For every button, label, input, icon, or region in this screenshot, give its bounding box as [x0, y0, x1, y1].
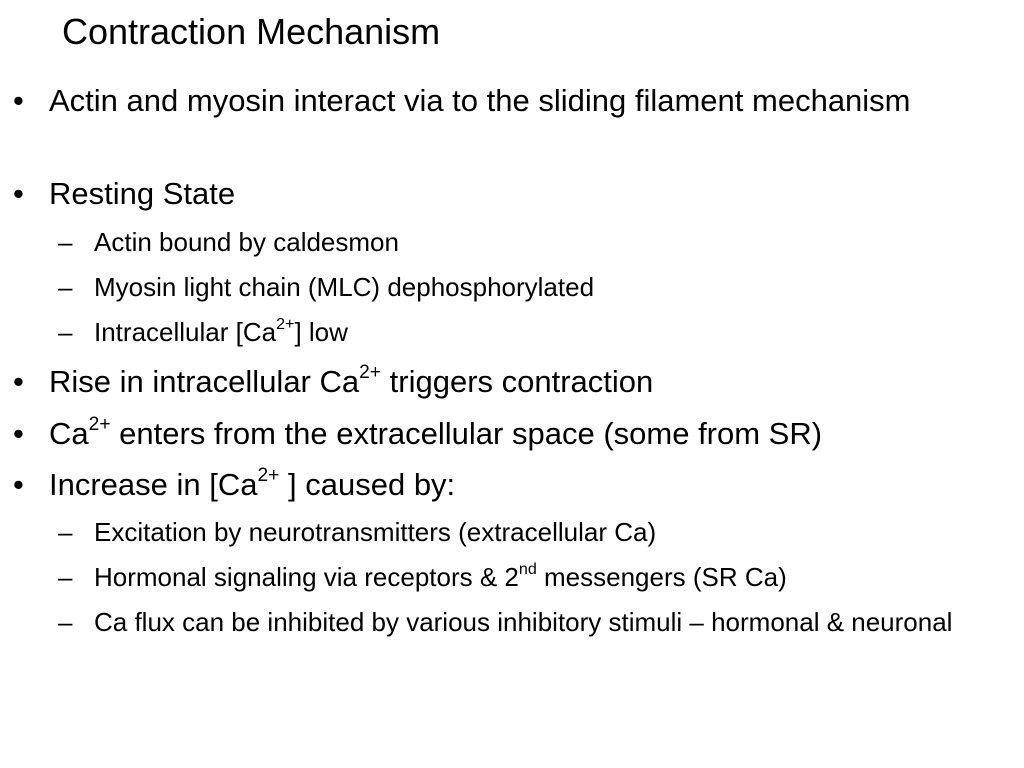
superscript: 2+	[88, 414, 111, 436]
sub-bullet-item	[58, 514, 1004, 550]
superscript: 2+	[359, 362, 382, 384]
sub-bullet-text: Actin bound by caldesmon	[94, 227, 399, 257]
bullet-text: Rise in intracellular $Ca^{2+}$ triggers contraction	[49, 362, 654, 399]
slide-title: Contraction Mechanism	[62, 11, 441, 52]
sub-bullet-marker: –	[58, 227, 73, 257]
bullet-text: Resting State	[49, 176, 236, 211]
sub-bullet-item	[58, 559, 1004, 595]
bullet-item	[13, 464, 989, 506]
bullet-text: $Ca^{2+}$ enters from the extracellular space (some from SR)	[49, 414, 823, 451]
bullet-marker: •	[13, 176, 24, 211]
sub-bullet-marker: –	[58, 317, 73, 347]
superscript: nd	[518, 560, 537, 579]
superscript: 2+	[276, 315, 295, 334]
sub-bullet-item	[58, 224, 1004, 260]
sub-bullet-marker: –	[58, 272, 73, 302]
sub-bullet-item	[58, 314, 1004, 350]
bullet-item	[13, 361, 989, 403]
sub-bullet-text: Myosin light chain (MLC) dephosphorylated	[94, 272, 595, 302]
bullet-text: Increase in [$Ca^{2+}$ ] caused by:	[49, 465, 456, 502]
sub-bullet-text: Hormonal signaling via receptors & 2nd messengers (SR Ca)	[94, 560, 787, 592]
sub-bullet-text: Intracellular $[Ca^{2+}]$ low	[94, 315, 348, 347]
bullet-item	[13, 173, 989, 215]
bullet-item	[13, 80, 989, 122]
sub-bullet-marker: –	[58, 517, 73, 547]
bullet-marker: •	[13, 467, 24, 502]
superscript: 2+	[257, 465, 280, 487]
sub-bullet-marker: –	[58, 607, 73, 637]
bullet-text: Actin and myosin interact via to the sliding filament mechanism	[49, 83, 911, 118]
bullet-marker: •	[13, 416, 24, 451]
sub-bullet-item	[58, 604, 1004, 640]
sub-bullet-text: Excitation by neurotransmitters (extracellular Ca)	[94, 517, 657, 547]
sub-bullet-marker: –	[58, 562, 73, 592]
sub-bullet-item	[58, 269, 1004, 305]
sub-bullet-text: Ca flux can be inhibited by various inhibitory stimuli – hormonal & neuronal	[94, 607, 953, 637]
bullet-item	[13, 413, 989, 455]
bullet-marker: •	[13, 83, 24, 118]
bullet-marker: •	[13, 364, 24, 399]
